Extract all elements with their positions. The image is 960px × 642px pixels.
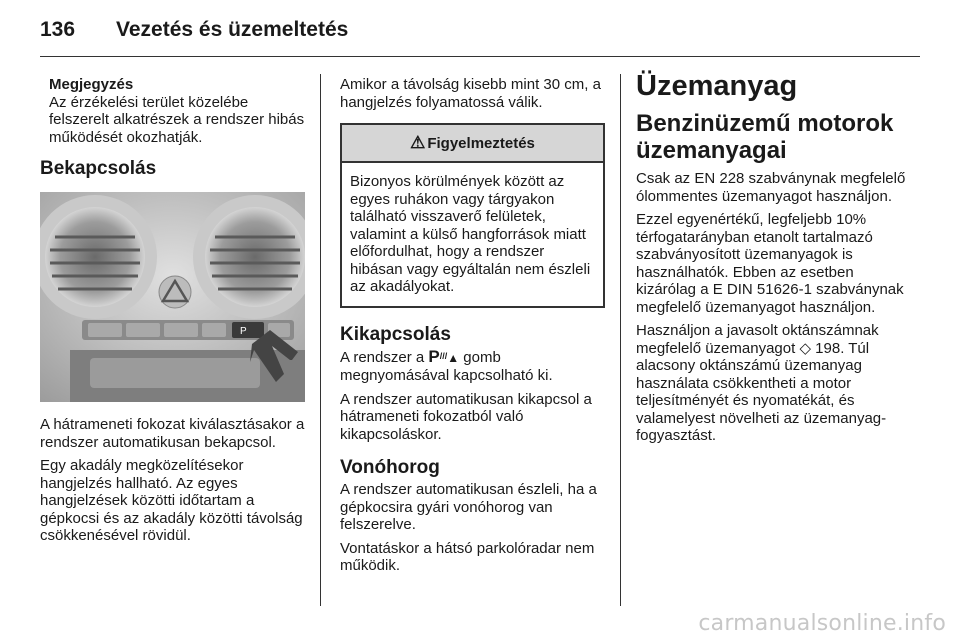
warning-header [342,125,603,163]
body-paragraph: A hátrameneti fokozat kiválasztásakor a rendszer automatikusan bekapcsol. [40,416,305,451]
warning-icon: ⚠ [410,133,426,152]
column-right [636,70,916,451]
parking-sensor-button [232,322,264,338]
section-heading-on: Bekapcsolás [40,158,157,179]
chapter-title: Vezetés és üzemeltetés [116,18,349,41]
section-subtitle: Benzinüzemű motorok üzemanyagai [636,110,894,164]
dashboard-photo [40,192,305,402]
body-paragraph: Ezzel egyenértékű, legfeljebb 10% térfogatarányban etanolt tartalmazó szabványosított üzemanyagok is használhatók. Ebben az esetben kizárólag a E DIN 51626-1 szabványnak megfelelő üzemanyagot használjon. [636,211,904,316]
warning-box [340,123,605,308]
warning-body [342,163,603,306]
note-block [49,76,305,146]
column-divider-1 [320,74,321,606]
page-reference-icon: ◇ [799,339,811,357]
parking-sensor-icon: P///▲ [428,346,460,366]
section-heading-tow: Vonóhorog [340,457,440,478]
column-divider-2 [620,74,621,606]
watermark: carmanualsonline.info [698,611,946,636]
note-title: Megjegyzés [49,76,134,93]
warning-text: Bizonyos körülmények között az egyes ruhákon vagy tárgyakon található visszaverő felületek, valamint a külső hangforrások miatt előfordulhat, hogy a rendszer hibásan vagy egyáltalán nem észleli az akadályokat. [350,173,591,295]
body-paragraph: Egy akadály megközelítésekor hangjelzés hallható. Az egyes hangjelzések közötti időtartam a gépkocsi és az akadály közötti távolság csökkenésével rövidül. [40,457,303,544]
body-paragraph: Csak az EN 228 szabványnak megfelelő ólommentes üzemanyagot használjon. [636,170,906,205]
warning-title: Figyelmeztetés [427,134,535,152]
section-title-fuel: Üzemanyag [636,70,798,102]
body-paragraph: A rendszer automatikusan kikapcsol a hátrameneti fokozatból való kikapcsoláskor. [340,390,592,443]
body-paragraph: A rendszer a P///▲ gomb megnyomásával kapcsolható ki. [340,346,553,384]
note-text: Az érzékelési terület közelébe felszerelt alkatrészek a rendszer hibás működését okozhatják. [49,93,305,146]
page-reference[interactable]: 198 [810,339,841,357]
header-divider [40,56,920,57]
body-paragraph: Használjon a javasolt oktánszámnak megfelelő üzemanyagot ◇ 198. Túl alacsony oktánszámú üzemanyag használata csökkentheti a motor teljesítményét és nyomatékát, és valamelyest növelheti az üzemanyag-fogyasztást. [636,322,887,444]
column-middle [340,76,605,581]
page-header [40,18,920,52]
column-left [40,76,305,551]
body-paragraph: Amikor a távolság kisebb mint 30 cm, a hangjelzés folyamatossá válik. [340,76,601,111]
page-number: 136 [40,18,76,41]
body-paragraph: Vontatáskor a hátsó parkolóradar nem működik. [340,539,595,574]
section-heading-off: Kikapcsolás [340,323,451,345]
svg-text:P: P [240,326,247,337]
body-paragraph: A rendszer automatikusan észleli, ha a gépkocsira gyári vonóhorog van felszerelve. [340,481,597,533]
